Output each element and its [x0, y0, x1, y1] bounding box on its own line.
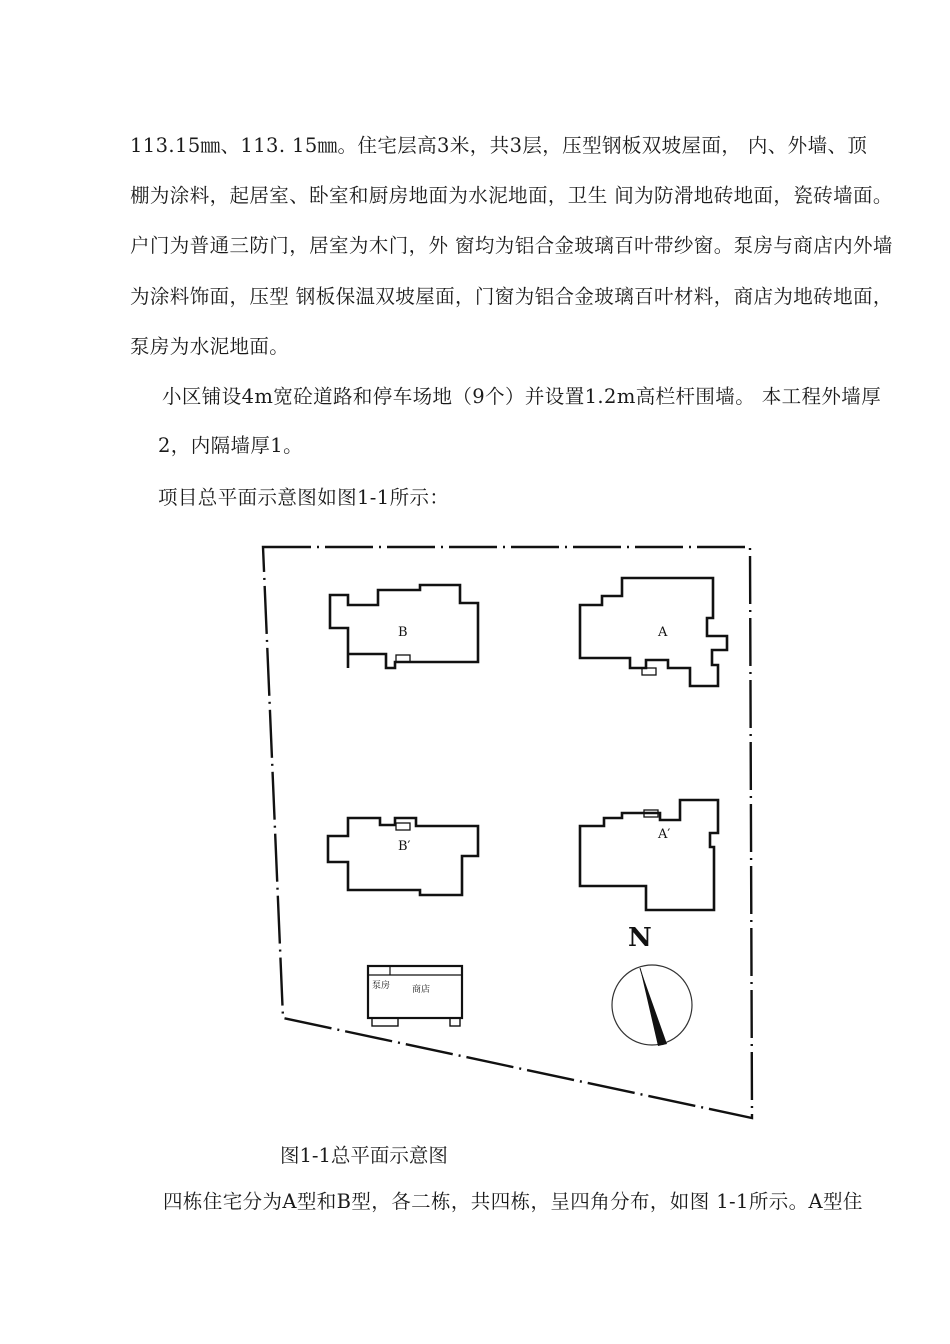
building-a-label: A [658, 625, 668, 640]
paragraph-line-8: 项目总平面示意图如图1-1所示： [158, 486, 450, 509]
paragraph-line-7: 2，内隔墙厚1。 [158, 434, 304, 457]
building-b-prime-label: B′ [398, 839, 411, 854]
compass-needle [640, 968, 667, 1046]
building-b-label: B [398, 625, 408, 640]
paragraph-line-6: 小区铺设4m宽砼道路和停车场地（9个）并设置1.2m高栏杆围墙。 本工程外墙厚 [162, 385, 882, 408]
site-boundary [263, 547, 752, 1118]
paragraph-line-4: 为涂料饰面，压型 钢板保温双坡屋面，门窗为铝合金玻璃百叶材料，商店为地砖地面， [130, 285, 893, 308]
paragraph-line-3: 户门为普通三防门，居室为木门，外 窗均为铝合金玻璃百叶带纱窗。泵房与商店内外墙 [130, 234, 893, 257]
paragraph-line-5: 泵房为水泥地面。 [130, 335, 290, 358]
figure-caption: 图1-1总平面示意图 [280, 1144, 448, 1167]
pump-room-shop-building [368, 966, 462, 1026]
building-a-prime-label: A′ [658, 827, 671, 842]
north-label: N [628, 923, 652, 953]
shop-label: 商店 [412, 985, 431, 995]
paragraph-line-1: 113.15㎜、113. 15㎜。住宅层高3米，共3层，压型钢板双坡屋面， 内、外墙、顶 [130, 134, 868, 157]
paragraph-line-9: 四栋住宅分为A型和B型，各二栋，共四栋，呈四角分布，如图 1-1所示。A型住 [163, 1190, 863, 1213]
paragraph-line-2: 棚为涂料，起居室、卧室和厨房地面为水泥地面，卫生 间为防滑地砖地面，瓷砖墙面。 [130, 184, 893, 207]
site-plan-figure [250, 535, 760, 1130]
north-arrow-compass [612, 965, 692, 1046]
building-a [580, 578, 727, 686]
building-a-prime [580, 800, 718, 910]
building-b-prime [328, 818, 478, 895]
pump-room-label: 泵房 [372, 981, 391, 991]
